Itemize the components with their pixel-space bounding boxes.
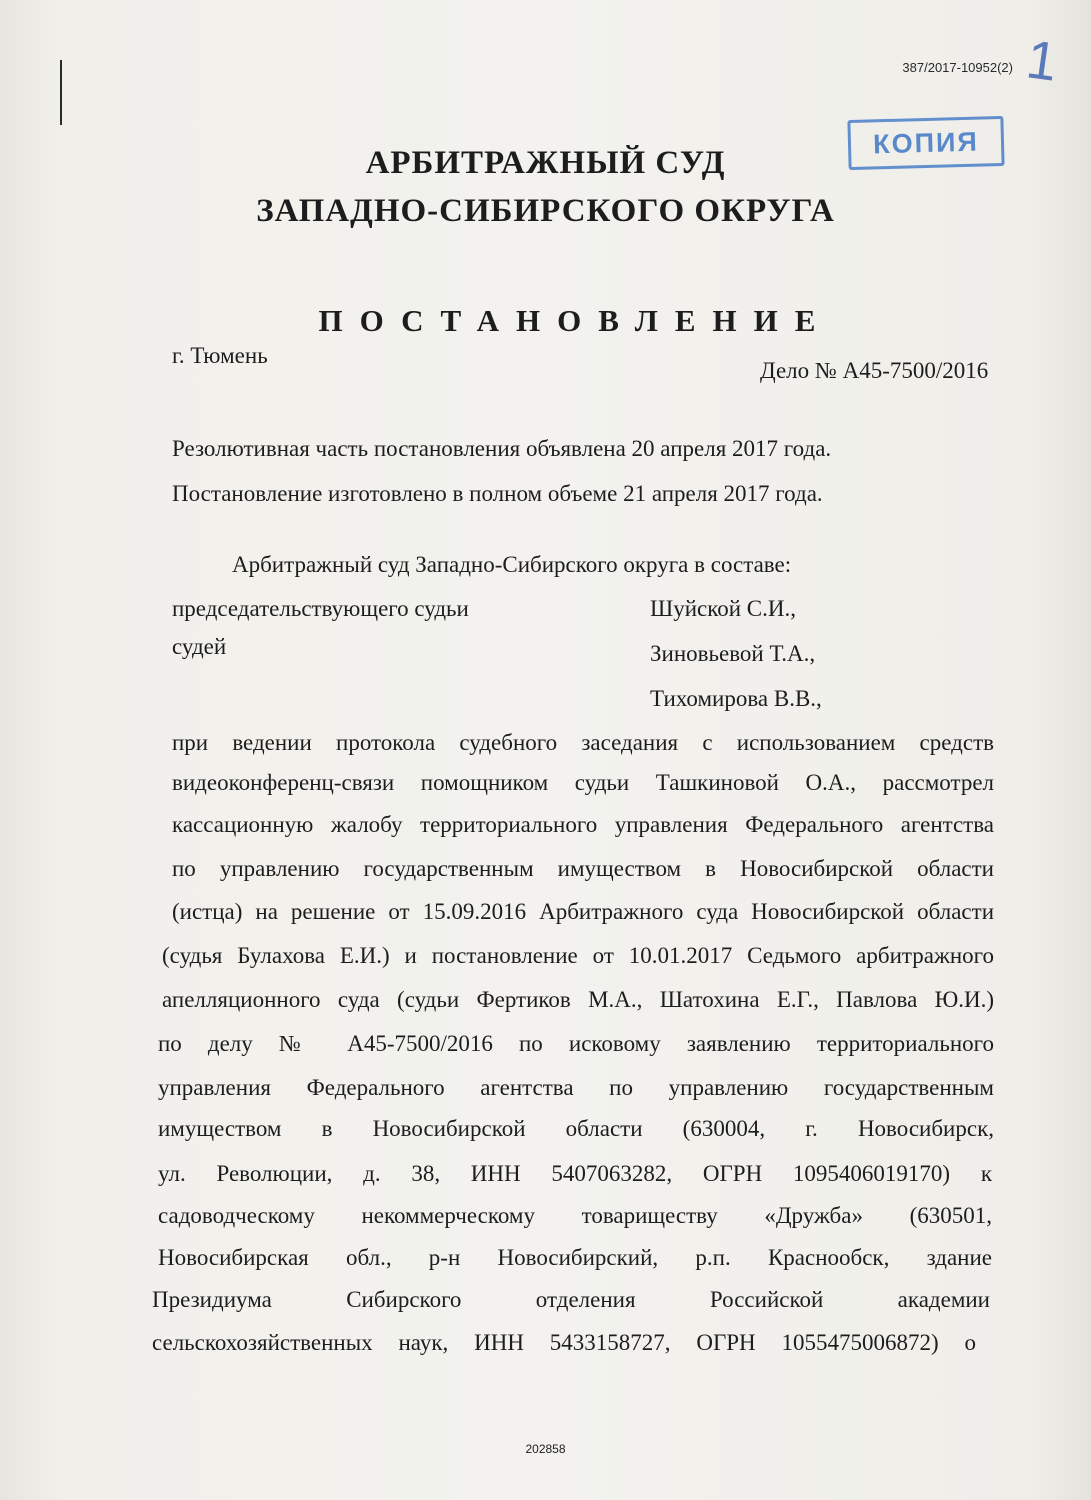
body-line: по управлению государственным имуществом в Новосибирской области [172,856,994,881]
court-name-line-2: ЗАПАДНО-СИБИРСКОГО ОКРУГА [256,193,835,229]
body-line: видеоконференц-связи помощником судьи Ташкиновой О.А., рассмотрел [172,770,994,795]
announced-date-line: Резолютивная часть постановления объявлена 20 апреля 2017 года. [172,436,832,461]
city: г. Тюмень [172,343,268,368]
chair-label: председательствующего судьи [172,596,469,621]
body-line: апелляционного суда (судьи Фертиков М.А., Шатохина Е.Г., Павлова Ю.И.) [162,987,994,1012]
case-reference: 387/2017-10952(2) [902,60,1013,75]
margin-mark [60,60,62,125]
judge-1-name: Зиновьевой Т.А., [650,641,816,666]
body-line: ул. Революции, д. 38, ИНН 5407063282, ОГРН 1095406019170) к [158,1161,992,1186]
body-line: (судья Булахова Е.И.) и постановление от 10.01.2017 Седьмого арбитражного [162,943,994,968]
body-line: Президиума Сибирского отделения Российской академии [152,1287,990,1312]
judges-label: судей [172,634,227,659]
chair-name: Шуйской С.И., [650,596,796,621]
body-line: при ведении протокола судебного заседания с использованием средств [172,730,994,755]
panel-intro: Арбитражный суд Западно-Сибирского округа в составе: [232,552,792,577]
case-number: Дело № А45-7500/2016 [760,358,989,383]
body-line: Новосибирская обл., р-н Новосибирский, р.п. Краснообск, здание [158,1245,992,1270]
body-line: управления Федерального агентства по управлению государственным [158,1075,994,1100]
judge-2-name: Тихомирова В.В., [650,686,822,711]
copy-stamp: КОПИЯ [847,116,1004,170]
handwritten-page-number: 1 [1022,29,1062,93]
body-line: имуществом в Новосибирской области (630004, г. Новосибирск, [158,1116,994,1141]
page-code: 202858 [525,1442,566,1456]
body-line: по делу № А45-7500/2016 по исковому заявлению территориального [158,1031,994,1056]
body-line: кассационную жалобу территориального управления Федерального агентства [172,812,994,837]
court-name-line-1: АРБИТРАЖНЫЙ СУД [365,145,726,181]
body-line: сельскохозяйственных наук, ИНН 5433158727, ОГРН 1055475006872) о [152,1330,976,1355]
produced-date-line: Постановление изготовлено в полном объеме 21 апреля 2017 года. [172,481,823,506]
body-line: (истца) на решение от 15.09.2016 Арбитражного суда Новосибирской области [172,899,994,924]
document-type-title: ПОСТАНОВЛЕНИЕ [318,303,833,338]
body-line: садоводческому некоммерческому товариществу «Дружба» (630501, [158,1203,992,1228]
